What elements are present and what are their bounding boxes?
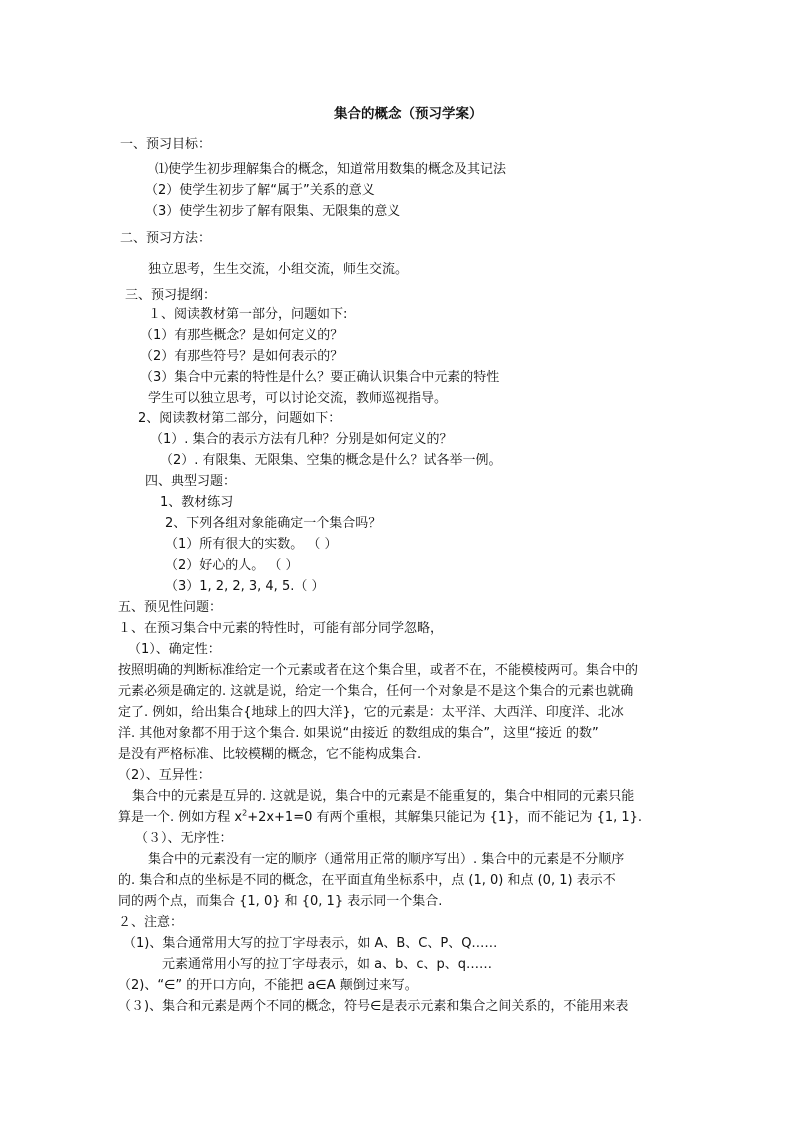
section-1-heading: 一、预习目标： xyxy=(120,137,212,152)
exercise-item: （3）1, 2, 2, 3, 4, 5.（ ） xyxy=(165,579,325,594)
goal-item: ⑴使学生初步理解集合的概念，知道常用数集的概念及其记法 xyxy=(155,162,507,177)
goal-item: （2）使学生初步了解“属于”关系的意义 xyxy=(145,183,375,198)
page-title: 集合的概念（预习学案） xyxy=(334,106,483,122)
note-line: 元素通常用小写的拉丁字母表示，如 a、b、c、p、q…… xyxy=(162,957,493,972)
exercise-line: 2、下列各组对象能确定一个集合吗？ xyxy=(165,516,382,531)
exercise-item: （1）所有很大的实数。 （ ） xyxy=(165,537,338,552)
outline-question: （2）. 有限集、无限集、空集的概念是什么？试各举一例。 xyxy=(160,453,502,468)
outline-part-2: 2、阅读教材第二部分，问题如下： xyxy=(138,411,342,426)
paragraph-line-equation xyxy=(118,808,642,828)
exercise-line: 1、教材练习 xyxy=(160,495,234,510)
paragraph-line: 按照明确的判断标准给定一个元素或者在这个集合里，或者不在，不能模棱两可。集合中的 xyxy=(118,663,639,678)
exercise-item: （2）好心的人。 （ ） xyxy=(165,558,299,573)
note-line: （３)、集合和元素是两个不同的概念，符号∈是表示元素和集合之间关系的，不能用来表 xyxy=(118,999,629,1014)
goal-item: （3）使学生初步了解有限集、无限集的意义 xyxy=(145,204,401,219)
paragraph-line: 是没有严格标准、比较模糊的概念，它不能构成集合. xyxy=(118,747,422,762)
section-3-heading: 三、预习提纲： xyxy=(125,288,217,303)
outline-note: 学生可以独立思考，可以讨论交流，教师巡视指导。 xyxy=(148,391,448,406)
paragraph-line: 元素必须是确定的. 这就是说，给定一个集合，任何一个对象是不是这个集合的元素也就确 xyxy=(118,684,634,699)
section-4-heading: 四、典型习题： xyxy=(145,474,237,489)
method-text: 独立思考，生生交流，小组交流，师生交流。 xyxy=(148,262,409,277)
equation-prefix: 算是一个. 例如方程 x xyxy=(118,810,243,825)
subheading-unordered: （３）、无序性： xyxy=(135,831,233,846)
section-5-heading: 五、预见性问题： xyxy=(118,600,223,615)
subheading-notes: ２、注意： xyxy=(118,915,184,930)
note-line: （1)、集合通常用大写的拉丁字母表示，如 A、B、C、P、Q…… xyxy=(123,936,498,951)
outline-question: （1）有那些概念？是如何定义的？ xyxy=(140,328,344,343)
paragraph-line: 定了. 例如，给出集合{地球上的四大洋}，它的元素是：太平洋、大西洋、印度洋、北冰 xyxy=(118,705,624,720)
note-line: （2)、“∈” 的开口方向，不能把 a∈A 颠倒过来写。 xyxy=(118,978,418,993)
subheading-distinctness: （2）、互异性： xyxy=(118,768,211,783)
outline-question: （1）. 集合的表示方法有几种？分别是如何定义的？ xyxy=(150,432,453,447)
subheading-certainty: （1）、确定性： xyxy=(128,642,221,657)
paragraph-line: 洋. 其他对象都不用于这个集合. 如果说“由接近 的数组成的集合”，这里“接近 的数” xyxy=(118,726,599,741)
outline-question: （3）集合中元素的特性是什么？要正确认识集合中元素的特性 xyxy=(140,370,500,385)
paragraph-line: 集合中的元素没有一定的顺序（通常用正常的顺序写出）. 集合中的元素是不分顺序 xyxy=(148,852,625,867)
outline-question: （2）有那些符号？是如何表示的？ xyxy=(140,349,344,364)
section-2-heading: 二、预习方法： xyxy=(120,231,212,246)
paragraph-line: 集合中的元素是互异的. 这就是说，集合中的元素是不能重复的，集合中相同的元素只能 xyxy=(132,789,635,804)
outline-part-1: １、阅读教材第一部分，问题如下: xyxy=(148,307,348,322)
paragraph-line: 同的两个点，而集合 {1, 0} 和 {0, 1} 表示同一个集合. xyxy=(118,894,443,909)
paragraph-line: 的. 集合和点的坐标是不同的概念，在平面直角坐标系中，点 (1, 0) 和点 (0, 1) 表示不 xyxy=(118,873,616,888)
equation-exponent: 2 xyxy=(242,808,248,818)
equation-suffix: +2x+1=0 有两个重根，其解集只能记为 {1}，而不能记为 {1, 1}. xyxy=(247,810,643,825)
problem-line: １、在预习集合中元素的特性时，可能有部分同学忽略， xyxy=(118,621,444,636)
